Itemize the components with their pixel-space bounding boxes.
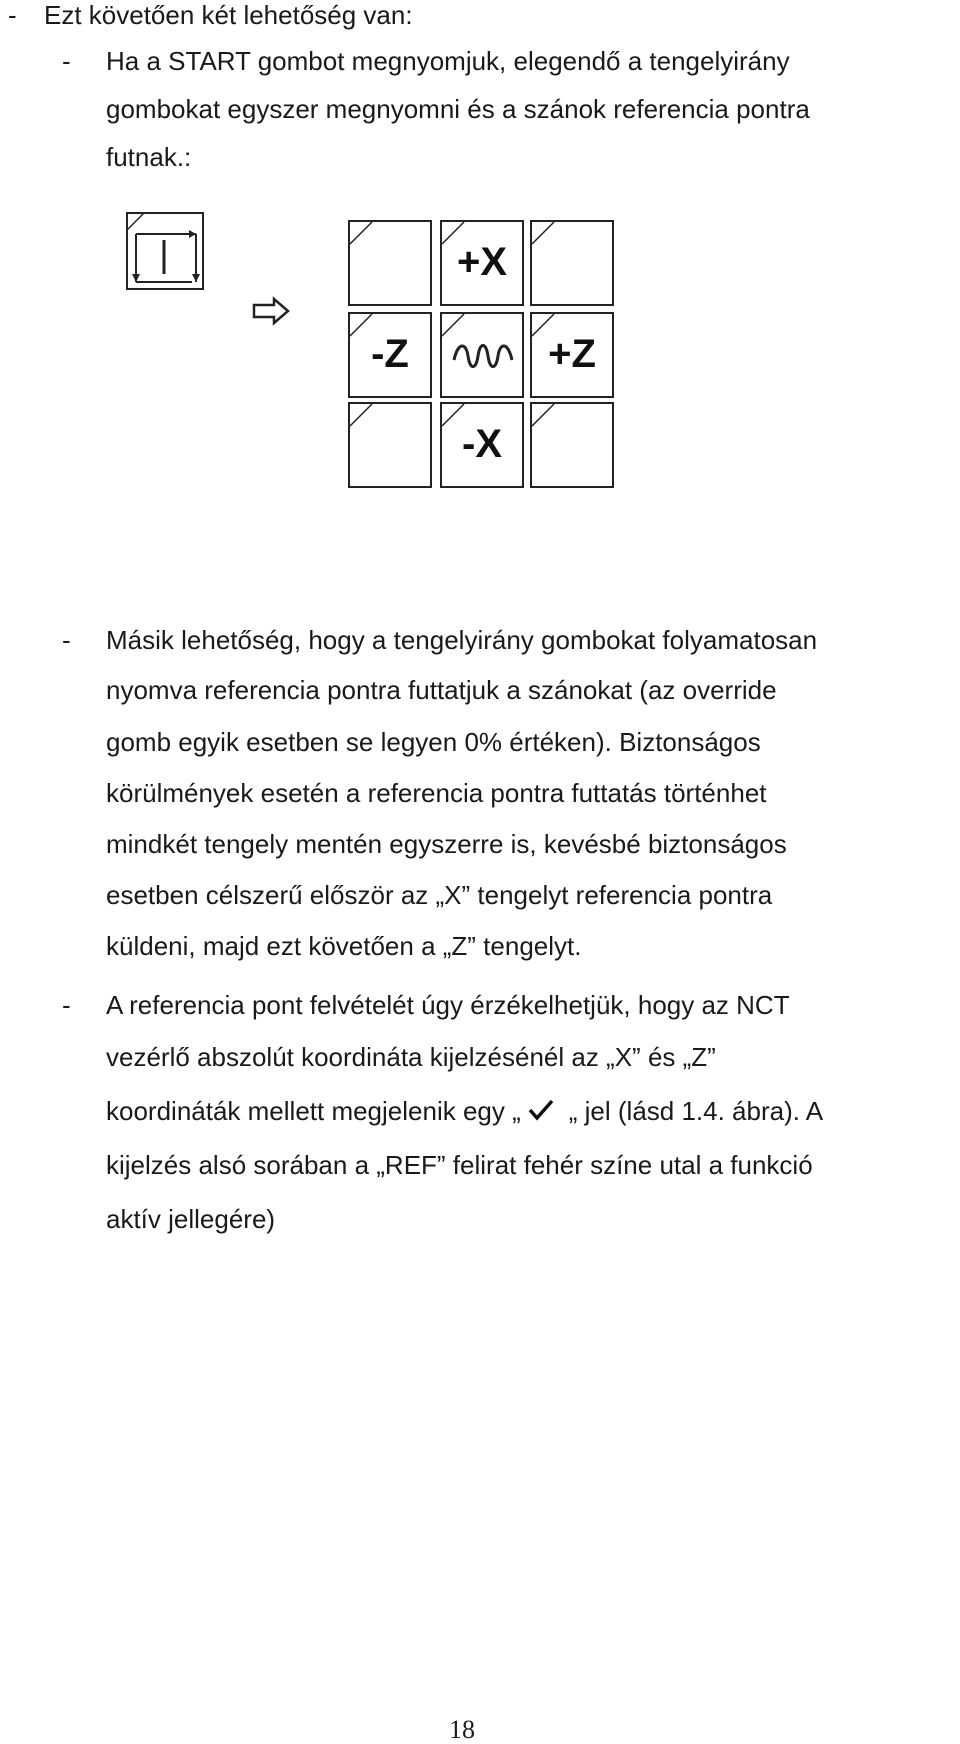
blank-key[interactable] [348,402,432,488]
paragraph-line: nyomva referencia pontra futtatjuk a szánokat (az override [106,675,777,705]
minus-x-key[interactable] [440,402,524,488]
reference-point-key-icon [126,212,206,292]
paragraph-line: Másik lehetőség, hogy a tengelyirány gombokat folyamatosan [106,625,818,655]
paragraph-line: küldeni, majd ezt követően a „Z” tengelyt. [106,931,582,961]
paragraph-text: „ jel (lásd 1.4. ábra). A [568,1096,824,1126]
rapid-traverse-key[interactable] [440,312,524,398]
paragraph-line: A referencia pont felvételét úgy érzékelhetjük, hogy az NCT [106,990,790,1020]
paragraph-line: aktív jellegére) [106,1204,276,1234]
paragraph-line: gomb egyik esetben se legyen 0% értéken). Biztonságos [106,727,761,757]
checkmark-icon [527,1098,555,1122]
blank-key[interactable] [348,220,432,306]
bullet-dash: - [62,625,71,655]
key-label: -Z [371,332,409,376]
paragraph-line: kijelzés alsó sorában a „REF” felirat fehér színe utal a funkció [106,1150,813,1180]
key-label: +X [456,240,508,284]
paragraph-line: Ezt követően két lehetőség van: [44,0,413,30]
bullet-dash: - [62,46,71,76]
key-label: -X [462,422,502,466]
plus-z-key[interactable] [530,312,614,398]
paragraph-line: esetben célszerű először az „X” tengelyt referencia pontra [106,880,773,910]
bullet-dash: - [62,990,71,1020]
blank-key[interactable] [530,220,614,306]
rapid-traverse-wave-icon [452,340,514,372]
bullet-dash: - [8,0,17,30]
hollow-right-arrow-icon [252,296,292,326]
plus-x-key[interactable] [440,220,524,306]
paragraph-line: gombokat egyszer megnyomni és a szánok referencia pontra [106,94,810,124]
paragraph-line: Ha a START gombot megnyomjuk, elegendő a tengelyirány [106,46,790,76]
paragraph-line: mindkét tengely mentén egyszerre is, kevésbé biztonságos [106,829,787,859]
page-number: 18 [449,1715,475,1744]
key-label: +Z [548,332,596,376]
paragraph-line: körülmények esetén a referencia pontra futtatás történhet [106,778,767,808]
paragraph-line: futnak.: [106,142,192,172]
minus-z-key[interactable] [348,312,432,398]
paragraph-line: vezérlő abszolút koordináta kijelzésénél az „X” és „Z” [106,1042,716,1072]
paragraph-text: koordináták mellett megjelenik egy „ [106,1096,521,1126]
paragraph-line [106,1096,823,1126]
blank-key[interactable] [530,402,614,488]
